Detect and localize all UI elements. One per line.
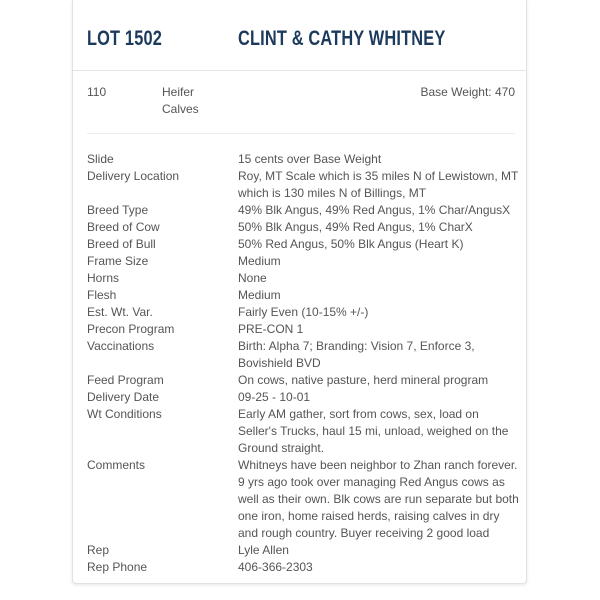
detail-label: Vaccinations xyxy=(87,339,155,353)
detail-label: Comments xyxy=(87,458,146,472)
lot-card xyxy=(72,0,527,584)
detail-value: Fairly Even (10-15% +/-) xyxy=(238,305,369,319)
detail-row-est-wt-var xyxy=(87,304,519,321)
detail-value: Medium xyxy=(238,288,281,302)
detail-label: Horns xyxy=(87,271,120,285)
detail-row-slide xyxy=(87,151,519,168)
detail-row-vaccinations xyxy=(87,338,519,372)
detail-value: On cows, native pasture, herd mineral program xyxy=(238,373,489,387)
lot-number: LOT 1502 xyxy=(87,27,163,50)
detail-value: Birth: Alpha 7; Branding: Vision 7, Enforce 3, Bovishield BVD xyxy=(238,339,475,370)
detail-value: 50% Blk Angus, 49% Red Angus, 1% CharX xyxy=(238,220,473,234)
base-weight: Base Weight: 470 xyxy=(420,85,515,99)
seller-name: CLINT & CATHY WHITNEY xyxy=(238,27,446,50)
detail-label: Breed of Cow xyxy=(87,220,160,234)
detail-label: Wt Conditions xyxy=(87,407,162,421)
detail-row-frame-size xyxy=(87,253,519,270)
detail-value: 09-25 - 10-01 xyxy=(238,390,311,404)
animal-class: Heifer Calves xyxy=(162,85,199,116)
lot-summary xyxy=(87,84,515,132)
detail-value: 406-366-2303 xyxy=(238,560,313,574)
detail-value: Roy, MT Scale which is 35 miles N of Lewistown, MT which is 130 miles N of Billings, MT xyxy=(238,169,519,200)
detail-label: Breed Type xyxy=(87,203,149,217)
detail-row-breed-of-cow xyxy=(87,219,519,236)
divider xyxy=(87,133,515,134)
detail-label: Slide xyxy=(87,152,114,166)
detail-value: PRE-CON 1 xyxy=(238,322,304,336)
detail-value: 50% Red Angus, 50% Blk Angus (Heart K) xyxy=(238,237,464,251)
detail-row-breed-of-bull xyxy=(87,236,519,253)
detail-row-wt-conditions xyxy=(87,406,519,457)
detail-row-precon-program xyxy=(87,321,519,338)
detail-row-horns xyxy=(87,270,519,287)
detail-row-delivery-location xyxy=(87,168,519,202)
detail-value: Whitneys have been neighbor to Zhan ranch forever. 9 yrs ago took over managing Red Angus cows as well as their own. Blk cows are run separate but both one iron, home raised herds, raising calves in dry and rough country. Buyer receiving 2 good load xyxy=(238,458,519,540)
detail-value: 15 cents over Base Weight xyxy=(238,152,382,166)
detail-label: Rep xyxy=(87,543,110,557)
detail-label: Feed Program xyxy=(87,373,164,387)
lot-header xyxy=(73,0,526,71)
detail-row-rep xyxy=(87,542,519,559)
detail-value: None xyxy=(238,271,267,285)
detail-row-delivery-date xyxy=(87,389,519,406)
detail-label: Delivery Date xyxy=(87,390,160,404)
detail-row-comments xyxy=(87,457,519,542)
detail-value: Medium xyxy=(238,254,281,268)
detail-value: Early AM gather, sort from cows, sex, load on Seller's Trucks, haul 15 mi, unload, weighed on the Ground straight. xyxy=(238,407,509,455)
detail-label: Est. Wt. Var. xyxy=(87,305,153,319)
detail-label: Rep Phone xyxy=(87,560,148,574)
detail-label: Flesh xyxy=(87,288,117,302)
detail-label: Frame Size xyxy=(87,254,149,268)
detail-row-feed-program xyxy=(87,372,519,389)
detail-label: Delivery Location xyxy=(87,169,180,183)
head-count: 110 xyxy=(87,85,107,99)
detail-label: Precon Program xyxy=(87,322,175,336)
detail-row-flesh xyxy=(87,287,519,304)
detail-row-rep-phone xyxy=(87,559,519,576)
detail-value: 49% Blk Angus, 49% Red Angus, 1% Char/AngusX xyxy=(238,203,511,217)
detail-value: Lyle Allen xyxy=(238,543,289,557)
detail-row-breed-type xyxy=(87,202,519,219)
lot-details xyxy=(87,151,519,576)
detail-label: Breed of Bull xyxy=(87,237,156,251)
